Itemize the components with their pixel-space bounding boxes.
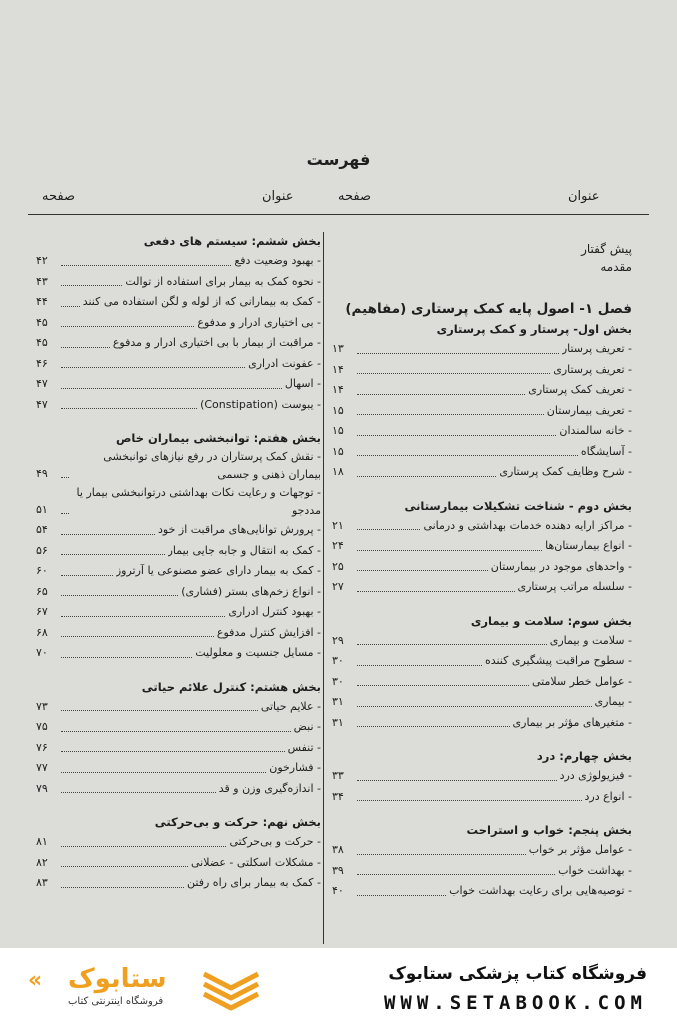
- dot-leader: [61, 887, 184, 888]
- store-logo: [28, 962, 268, 1014]
- toc-entry-label: - افزایش کنترل مدفوع: [216, 625, 321, 639]
- toc-page-number: ۴۷: [36, 377, 48, 390]
- toc-section: [36, 678, 321, 800]
- toc-entry-label: - کمک به بیمارانی که از لوله و لگن استفاده می کنند: [82, 295, 321, 308]
- toc-page-number: ۱۵: [332, 403, 344, 417]
- toc-entry-label: - نحوه کمک به بیمار برای استفاده از توالت: [125, 274, 321, 288]
- dot-leader: [61, 513, 69, 514]
- toc-page-number: ۳۰: [332, 674, 344, 688]
- toc-entry-label: - اسهال: [284, 377, 321, 390]
- dot-leader: [357, 665, 482, 666]
- toc-entry: [332, 401, 632, 422]
- toc-entry: [36, 697, 321, 718]
- toc-page-number: ۳۱: [332, 715, 344, 729]
- toc-entry: [36, 873, 321, 894]
- toc-page-number: ۴۶: [36, 356, 48, 370]
- toc-section: [332, 747, 632, 807]
- toc-entry: [36, 448, 321, 484]
- toc-page-number: ۶۰: [36, 564, 48, 577]
- toc-entry: [332, 840, 632, 861]
- toc-entry: [332, 766, 632, 787]
- toc-page-number: ۲۹: [332, 633, 344, 647]
- toc-page-number: ۷۶: [36, 740, 48, 754]
- dot-leader: [61, 265, 231, 266]
- toc-entry: [36, 561, 321, 582]
- toc-page-number: ۸۲: [36, 855, 48, 869]
- toc-page-number: ۱۴: [332, 362, 344, 376]
- toc-entry: [36, 832, 321, 853]
- toc-entry: [36, 251, 321, 272]
- toc-entry-label: - فیزیولوژی درد: [559, 769, 632, 782]
- toc-entry: [332, 421, 632, 442]
- store-banner: [0, 948, 677, 1024]
- dot-leader: [61, 792, 216, 793]
- toc-entry-label: - حرکت و بی‌حرکتی: [229, 835, 321, 848]
- dot-leader: [357, 529, 420, 530]
- toc-entry: [332, 536, 632, 557]
- page-title: فهرست: [306, 150, 371, 169]
- book-stack-icon: [200, 968, 262, 1012]
- toc-page-number: ۱۵: [332, 444, 344, 458]
- dot-leader: [61, 367, 245, 368]
- dot-leader: [61, 866, 188, 867]
- column-divider: [323, 232, 324, 944]
- dot-leader: [357, 476, 496, 477]
- dot-leader: [357, 874, 555, 875]
- dot-leader: [61, 575, 113, 576]
- toc-page-number: ۲۱: [332, 518, 344, 532]
- toc-entry: [36, 779, 321, 800]
- toc-page-number: ۵۱: [36, 502, 48, 516]
- toc-section: [36, 813, 321, 894]
- toc-page-number: ۶۵: [36, 584, 48, 598]
- dot-leader: [61, 710, 258, 711]
- dot-leader: [61, 285, 122, 286]
- toc-section-title: بخش هفتم: توانبخشی بیماران خاص: [115, 431, 321, 445]
- toc-section-title: بخش چهارم: درد: [536, 749, 632, 763]
- toc-entry-label: - مسایل جنسیت و معلولیت: [195, 646, 321, 659]
- toc-section: [332, 320, 632, 483]
- toc-entry-label: - سلامت و بیماری: [549, 633, 632, 647]
- dot-leader: [61, 595, 178, 596]
- toc-entry-label: - انواع زخم‌های بستر (فشاری): [181, 584, 321, 598]
- toc-page-number: ۷۹: [36, 781, 48, 795]
- toc-page-number: ۲۵: [332, 559, 344, 573]
- toc-page-number: ۲۷: [332, 580, 344, 593]
- toc-intro: مقدمه: [600, 260, 632, 274]
- toc-section: [332, 497, 632, 598]
- toc-section-title: بخش سوم: سلامت و بیماری: [470, 613, 632, 628]
- store-name: فروشگاه کتاب پزشکی ستابوک: [388, 964, 647, 984]
- toc-entry-label: - توجهات و رعایت نکات بهداشتی درتوانبخشی بیمار یا مددجو: [76, 486, 321, 517]
- store-url[interactable]: WWW.SETABOOK.COM: [383, 992, 647, 1014]
- toc-entry-label: - مشکلات اسکلتی - عضلانی: [191, 855, 321, 869]
- toc-page-number: ۳۱: [332, 695, 344, 708]
- toc-section: [36, 429, 321, 664]
- toc-entry-label: - کمک به بیمار برای راه رفتن: [187, 876, 321, 889]
- toc-entry: [36, 374, 321, 395]
- toc-page-number: ۴۵: [36, 315, 48, 329]
- toc-page-number: ۳۰: [332, 654, 344, 667]
- toc-entry-label: - سطوح مراقبت پیشگیری کننده: [484, 654, 632, 667]
- toc-entry: [36, 758, 321, 779]
- dot-leader: [61, 306, 80, 307]
- toc-page-number: ۴۹: [36, 466, 48, 480]
- toc-entry: [36, 623, 321, 644]
- toc-entry-label: - تعریف کمک پرستاری: [528, 383, 632, 396]
- toc-page-number: ۷۰: [36, 646, 48, 659]
- toc-entry-label: - آسایشگاه: [580, 444, 632, 458]
- toc-entry-label: - بهداشت خواب: [558, 863, 632, 877]
- toc-entry-label: - فشارخون: [269, 761, 321, 774]
- right-col-page-heading: صفحه: [338, 189, 371, 204]
- toc-page-number: ۵۴: [36, 523, 48, 536]
- toc-entry-label: - عفونت ادراری: [248, 356, 321, 370]
- dot-leader: [357, 800, 582, 801]
- dot-leader: [357, 455, 578, 456]
- toc-page-number: ۸۳: [36, 876, 48, 889]
- toc-entry-label: - علایم حیاتی: [260, 699, 321, 713]
- toc-entry-label: - انواع درد: [584, 789, 632, 803]
- toc-entry: [36, 853, 321, 874]
- dot-leader: [357, 895, 446, 896]
- toc-entry-label: - تنفس: [287, 740, 321, 754]
- toc-section-title: بخش اول- پرستار و کمک پرستاری: [436, 322, 632, 336]
- dot-leader: [357, 435, 556, 436]
- toc-entry-label: - تعریف پرستار: [561, 342, 632, 355]
- toc-page-number: ۷۷: [36, 761, 48, 774]
- toc-section: [36, 232, 321, 415]
- toc-entry-label: - پرورش توانایی‌های مراقبت از خود: [158, 523, 321, 536]
- toc-chapter-title: فصل ۱- اصول پایه کمک پرستاری (مفاهیم): [345, 301, 632, 317]
- toc-section: [332, 612, 632, 734]
- dot-leader: [61, 408, 197, 409]
- toc-entry: [36, 582, 321, 603]
- dot-leader: [61, 347, 110, 348]
- dot-leader: [357, 706, 592, 707]
- toc-entry: [36, 484, 321, 520]
- toc-entry: [332, 516, 632, 537]
- toc-entry: [332, 692, 632, 713]
- dot-leader: [357, 353, 559, 354]
- toc-page-number: ۴۳: [36, 274, 48, 288]
- toc-entry: [36, 395, 321, 416]
- toc-entry: [332, 442, 632, 463]
- toc-entry: [332, 861, 632, 882]
- toc-entry-label: - نبض: [293, 720, 321, 733]
- dot-leader: [357, 644, 547, 645]
- toc-page-number: ۶۷: [36, 605, 48, 618]
- toc-right-column: [332, 232, 632, 902]
- toc-entry-label: - واحدهای موجود در بیمارستان: [490, 559, 632, 573]
- toc-entry: [36, 272, 321, 293]
- dot-leader: [61, 554, 165, 555]
- dot-leader: [357, 394, 525, 395]
- toc-section-title: بخش هشتم: کنترل علائم حیاتی: [141, 679, 321, 694]
- dot-leader: [61, 846, 226, 847]
- double-chevron-icon: «: [28, 968, 43, 993]
- toc-entry: [36, 602, 321, 623]
- toc-entry: [36, 541, 321, 562]
- dot-leader: [61, 657, 192, 658]
- dot-leader: [61, 751, 285, 752]
- toc-entry: [332, 557, 632, 578]
- dot-leader: [357, 726, 510, 727]
- toc-page-number: ۳۸: [332, 843, 344, 856]
- toc-entry-label: - کمک به بیمار دارای عضو مصنوعی یا آرتروز: [115, 564, 321, 577]
- toc-page-number: ۱۵: [332, 424, 344, 437]
- toc-entry: [36, 643, 321, 664]
- toc-entry-label: - بیماری: [594, 695, 632, 708]
- toc-entry-label: - خانه سالمندان: [559, 424, 632, 437]
- toc-entry-label: - سلسله مراتب پرستاری: [517, 580, 632, 593]
- logo-wordmark: ستابوک: [68, 964, 167, 994]
- toc-entry-label: - کمک به انتقال و جابه جایی بیمار: [167, 543, 321, 557]
- right-col-title-heading: عنوان: [568, 189, 600, 204]
- dot-leader: [61, 477, 69, 478]
- left-col-title-heading: عنوان: [262, 189, 294, 204]
- toc-entry-label: - مراکز ارایه دهنده خدمات بهداشتی و درمانی: [423, 518, 632, 532]
- toc-entry: [332, 631, 632, 652]
- dot-leader: [357, 780, 557, 781]
- toc-entry-label: - بهبود وضعیت دفع: [234, 254, 321, 267]
- toc-section: [332, 821, 632, 902]
- dot-leader: [357, 414, 544, 415]
- toc-page-number: ۸۱: [36, 835, 48, 848]
- toc-entry: [332, 651, 632, 672]
- toc-entry: [332, 360, 632, 381]
- left-col-page-heading: صفحه: [42, 189, 75, 204]
- toc-section-title: بخش ششم: سیستم های دفعی: [143, 234, 321, 248]
- toc-entry-label: - عوامل مؤثر بر خواب: [528, 843, 632, 856]
- dot-leader: [357, 685, 529, 686]
- toc-entry: [36, 717, 321, 738]
- toc-entry-label: - بهبود کنترل ادراری: [228, 605, 321, 618]
- toc-entry: [36, 292, 321, 313]
- toc-page-number: ۳۴: [332, 789, 344, 803]
- toc-entry: [36, 313, 321, 334]
- toc-entry-label: - تعریف پرستاری: [553, 362, 632, 376]
- toc-entry-label: - متغیرهای مؤثر بر بیماری: [512, 715, 632, 729]
- toc-page-number: ۶۸: [36, 625, 48, 639]
- toc-page-number: ۴۴: [36, 295, 48, 308]
- toc-entry: [332, 339, 632, 360]
- toc-page-number: ۳۳: [332, 769, 344, 782]
- toc-entry-label: - شرح وظایف کمک پرستاری: [499, 465, 632, 478]
- toc-page-number: ۴۵: [36, 336, 48, 349]
- toc-entry: [332, 713, 632, 734]
- toc-entry: [332, 881, 632, 902]
- toc-entry: [36, 333, 321, 354]
- toc-page-number: ۷۳: [36, 699, 48, 713]
- dot-leader: [357, 550, 542, 551]
- toc-entry-label: - توصیه‌هایی برای رعایت بهداشت خواب: [449, 884, 632, 897]
- toc-entry: [36, 354, 321, 375]
- toc-entry: [332, 577, 632, 598]
- toc-entry: [332, 787, 632, 808]
- toc-left-column: [36, 232, 321, 894]
- dot-leader: [61, 534, 155, 535]
- toc-page-number: ۱۳: [332, 342, 344, 355]
- dot-leader: [61, 326, 194, 327]
- toc-preface: پیش گفتار: [581, 242, 632, 256]
- toc-section-title: بخش دوم - شناخت تشکیلات بیمارستانی: [404, 498, 632, 513]
- toc-entry-label: - اندازه‌گیری وزن و قد: [218, 781, 321, 795]
- toc-entry-label: - عوامل خطر سلامتی: [531, 674, 632, 688]
- toc-page-number: ۳۹: [332, 863, 344, 877]
- toc-section-title: بخش پنجم: خواب و استراحت: [466, 823, 632, 837]
- toc-section-title: بخش نهم: حرکت و بی‌حرکتی: [154, 815, 321, 829]
- toc-page-number: ۷۵: [36, 720, 48, 733]
- toc-page-number: ۲۴: [332, 539, 344, 552]
- toc-entry-label: - نقش کمک پرستاران در رفع نیازهای توانبخشی بیماران ذهنی و جسمی: [103, 450, 321, 481]
- toc-entry: [332, 380, 632, 401]
- toc-entry: [332, 672, 632, 693]
- toc-entry-label: - مراقبت از بیمار با بی اختیاری ادرار و مدفوع: [112, 336, 321, 349]
- dot-leader: [357, 854, 526, 855]
- dot-leader: [61, 636, 214, 637]
- dot-leader: [61, 772, 266, 773]
- dot-leader: [357, 570, 488, 571]
- toc-entry-label: - انواع بیمارستان‌ها: [545, 539, 632, 552]
- dot-leader: [61, 616, 225, 617]
- toc-page-number: ۱۸: [332, 465, 344, 478]
- toc-entry-label: - بی اختیاری ادرار و مدفوع: [197, 315, 321, 329]
- toc-page-number: ۵۶: [36, 543, 48, 557]
- toc-entry: [36, 520, 321, 541]
- dot-leader: [357, 591, 515, 592]
- toc-entry: [332, 462, 632, 483]
- header-rule: [28, 214, 649, 215]
- logo-subtitle: فروشگاه اینترنتی کتاب: [68, 996, 164, 1007]
- dot-leader: [61, 388, 282, 389]
- toc-page-number: ۴۷: [36, 397, 48, 411]
- toc-entry: [36, 738, 321, 759]
- dot-leader: [61, 731, 291, 732]
- dot-leader: [357, 373, 550, 374]
- toc-page-number: ۴۲: [36, 254, 48, 267]
- toc-entry-label: - یبوست (Constipation): [200, 397, 321, 411]
- toc-page-number: ۴۰: [332, 884, 344, 897]
- toc-entry-label: - تعریف بیمارستان: [546, 403, 632, 417]
- toc-page-number: ۱۴: [332, 383, 344, 396]
